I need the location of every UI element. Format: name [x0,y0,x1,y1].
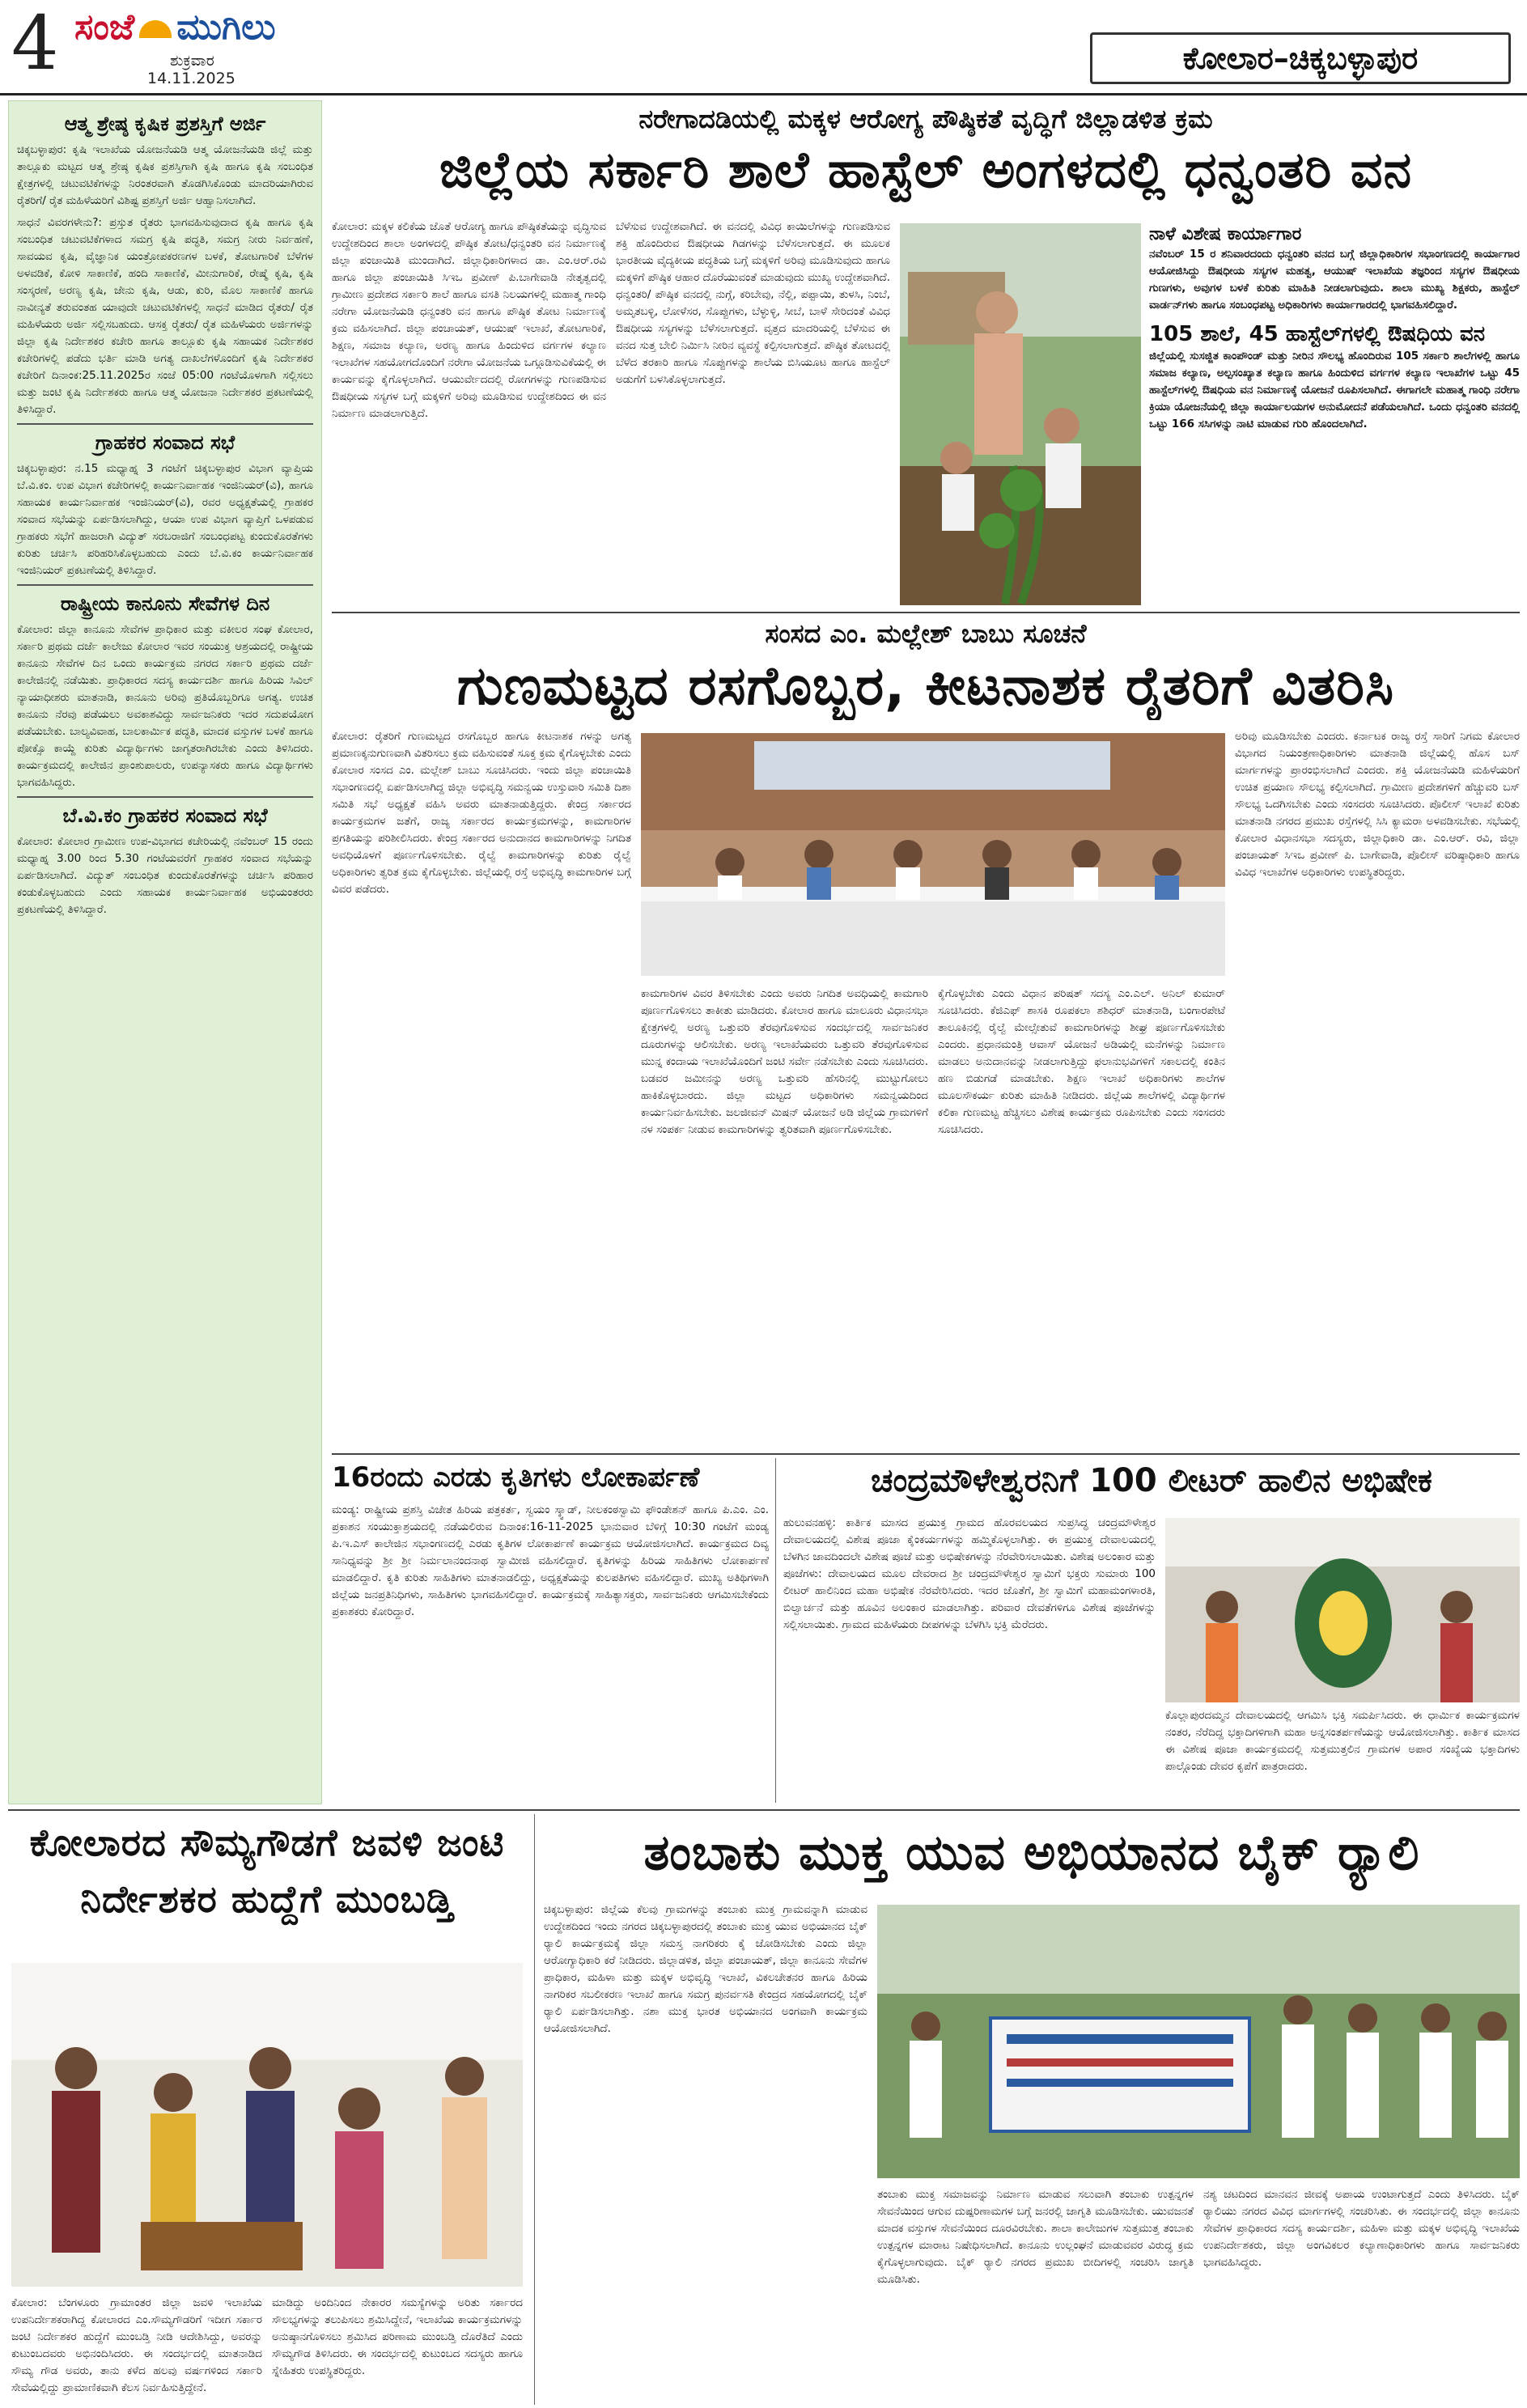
divider [332,1453,1520,1455]
story2-headline: ಗುಣಮಟ್ಟದ ರಸಗೊಬ್ಬರ, ಕೀಟನಾಶಕ ರೈತರಿಗೆ ವಿತರಿಸಿ [456,655,1395,717]
story4-headline: ಚಂದ್ರಮೌಳೇಶ್ವರನಿಗೆ 100 ಲೀಟರ್ ಹಾಲಿನ ಅಭಿಷೇಕ [871,1462,1432,1499]
brand-part1: ಸಂಜೆ [74,6,135,48]
story6-col3: ನಶ್ಯ ಚಟದಿಂದ ಮಾನವನ ಜೀವಕ್ಕೆ ಅಪಾಯ ಉಂಟಾಗುತ್ತದೆ ಎಂದು ತಿಳಿಸಿದರು. ಬೈಕ್ ರ‍್ಯಾಲಿಯು ನಗರದ ವಿವಿಧ ಮಾರ್ಗಗಳಲ್ಲಿ ಸಂಚರಿಸಿತು. ಈ ಸಂದರ್ಭದಲ್ಲಿ ಜಿಲ್ಲಾ ಕಾನೂನು ಸೇವೆಗಳ ಪ್ರಾಧಿಕಾರದ ಸದಸ್ಯ ಕಾರ್ಯದರ್ಶಿ, ಮಹಿಳಾ ಮತ್ತು ಮಕ್ಕಳ ಅಭಿವೃದ್ಧಿ ಇಲಾಖೆಯ ಉಪನಿರ್ದೇಶಕರು, ಜಿಲ್ಲಾ ಅಂಗವಿಕಲರ ಕಲ್ಯಾಣಾಧಿಕಾರಿಗಳು ಹಾಗೂ ಸಾರ್ವಜನಿಕರು ಭಾಗವಹಿಸಿದ್ದರು. [1203,2188,1520,2269]
divider [332,612,1520,613]
workshop-subhead: ನಾಳೆ ವಿಶೇಷ ಕಾರ್ಯಾಗಾರ [1149,224,1302,244]
story4-col2-block [1165,1707,1520,1803]
publication-date: 14.11.2025 [147,70,235,87]
section-name: ಕೋಲಾರ–ಚಿಕ್ಕಬಳ್ಳಾಪುರ [1090,32,1511,84]
story5-header [8,1814,526,1960]
story1-col2: ಬೆಳೆಸುವ ಉದ್ದೇಶವಾಗಿದೆ. ಈ ವನದಲ್ಲಿ ವಿವಿಧ ಕಾಯಿಲೆಗಳನ್ನು ಗುಣಪಡಿಸುವ ಶಕ್ತಿ ಹೊಂದಿರುವ ಔಷಧೀಯ ಗಿಡಗಳನ್ನು ಬೆಳೆಸಲಾಗುತ್ತದೆ. ಈ ಮೂಲಕ ಭಾರತೀಯ ವೈದ್ಯಕೀಯ ಪದ್ಧತಿಯ ಬಗ್ಗೆ ಮಕ್ಕಳಿಗೆ ಅರಿವು ಮೂಡಿಸುವುದು ಹಾಗೂ ಮಕ್ಕಳಿಗೆ ಪೌಷ್ಠಿಕ ಆಹಾರ ದೊರೆಯುವಂತೆ ಮಾಡುವುದು ಮುಖ್ಯ ಉದ್ದೇಶವಾಗಿದೆ. ಧನ್ವಂತರಿ/ ಪೌಷ್ಠಿಕ ವನದಲ್ಲಿ ನುಗ್ಗೆ, ಕರಿಬೇವು, ನೆಲ್ಲಿ, ಪಪ್ಪಾಯಿ, ತುಳಸಿ, ನಿಂಬೆ, ಅಮೃತಬಳ್ಳಿ, ಲೋಳೆಸರ, ಸೊಪ್ಪುಗಳು, ಬೆಳ್ಳುಳ್ಳಿ, ಸೀಬೆ, ಬಾಳೆ ಸೇರಿದಂತೆ ವಿವಿಧ ಔಷಧೀಯ ಸಸ್ಯಗಳನ್ನು ಬೆಳೆಸಲಾಗುತ್ತದೆ. ವೃತ್ತದ ಮಾದರಿಯಲ್ಲಿ ಬೆಳೆಸುವ ಈ ವನದ ಸುತ್ತ ಬೇಲಿ ನಿರ್ಮಿಸಿ ನೀರಿನ ವ್ಯವಸ್ಥೆ ಕಲ್ಪಿಸಲಾಗುತ್ತದೆ. ಪೌಷ್ಠಿಕ ತೋಟದಲ್ಲಿ ಬೆಳೆದ ತರಕಾರಿ ಹಾಗೂ ಸೊಪ್ಪುಗಳನ್ನು ಶಾಲೆಯ ಬಿಸಿಯೂಟ ಹಾಗೂ ಹಾಸ್ಟೆಲ್ ಅಡುಗೆಗೆ ಬಳಸಿಕೊಳ್ಳಲಾಗುತ್ತದೆ. [616,220,890,386]
brand-part2: ಮುಗಿಲು [176,6,276,48]
story2-col4-block [1235,728,1520,1448]
story6-header [544,1814,1520,1895]
story2-col3: ಕೈಗೊಳ್ಳಬೇಕು ಎಂದು ವಿಧಾನ ಪರಿಷತ್ ಸದಸ್ಯ ಎಂ.ಎಲ್. ಅನಿಲ್ ಕುಮಾರ್ ಸೂಚಿಸಿದರು. ಕೆಜಿಎಫ್ ಶಾಸಕಿ ರೂಪಕಲಾ ಶಶಿಧರ್ ಮಾತನಾಡಿ, ಬಂಗಾರಪೇಟೆ ತಾಲೂಕಿನಲ್ಲಿ ರೈಲ್ವೆ ಮೇಲ್ಸೇತುವೆ ಕಾಮಗಾರಿಗಳನ್ನು ಶೀಘ್ರ ಪೂರ್ಣಗೊಳಿಸಬೇಕು ಎಂದರು. ಪ್ರಧಾನಮಂತ್ರಿ ಆವಾಸ್ ಯೋಜನೆ ಅಡಿಯಲ್ಲಿ ಮನೆಗಳನ್ನು ನಿರ್ಮಾಣ ಮಾಡಲು ಅನುದಾನವನ್ನು ನೀಡಲಾಗುತ್ತಿದ್ದು ಫಲಾನುಭವಿಗಳಿಗೆ ಸಕಾಲದಲ್ಲಿ ಕಂತಿನ ಹಣ ಬಿಡುಗಡೆ ಮಾಡಬೇಕು. ಶಿಕ್ಷಣ ಇಲಾಖೆ ಅಧಿಕಾರಿಗಳು ಶಾಲೆಗಳ ಮೂಲಸೌಕರ್ಯ ಕುರಿತು ಮಾಹಿತಿ ನೀಡಿದರು. ಜಿಲ್ಲೆಯ ಶಾಲೆಗಳಲ್ಲಿ ವಿದ್ಯಾರ್ಥಿಗಳ ಕಲಿಕಾ ಗುಣಮಟ್ಟ ಹೆಚ್ಚಿಸಲು ವಿಶೇಷ ಕಾರ್ಯಕ್ರಮ ರೂಪಿಸಬೇಕು ಎಂದು ಸಂಸದರು ಸೂಚಿಸಿದರು. [938,987,1225,1136]
story1-sidebox [1149,223,1520,605]
story5-col2: ಮಾಡಿದ್ದು ಅಂದಿನಿಂದ ನೇಕಾರರ ಸಮಸ್ಯೆಗಳನ್ನು ಅರಿತು ಸರ್ಕಾರದ ಸೌಲಭ್ಯಗಳನ್ನು ತಲುಪಿಸಲು ಶ್ರಮಿಸಿದ್ದೇನೆ, ಇಲಾಖೆಯ ಕಾರ್ಯಕ್ರಮಗಳನ್ನು ಅನುಷ್ಠಾನಗೊಳಿಸಲು ಶ್ರಮಿಸಿದ ಪರಿಣಾಮ ಮುಂಬಡ್ತಿ ದೊರೆತಿದೆ ಎಂದು ಸೌಮ್ಯಗೌಡ ತಿಳಿಸಿದರು. ಈ ಸಂದರ್ಭದಲ್ಲಿ ಕುಟುಂಬದ ಸದಸ್ಯರು ಹಾಗೂ ಸ್ನೇಹಿತರು ಉಪಸ್ಥಿತರಿದ್ದರು. [272,2296,523,2377]
story2-col4: ಅರಿವು ಮೂಡಿಸಬೇಕು ಎಂದರು. ಕರ್ನಾಟಕ ರಾಜ್ಯ ರಸ್ತೆ ಸಾರಿಗೆ ನಿಗಮ ಕೋಲಾರ ವಿಭಾಗದ ನಿಯಂತ್ರಣಾಧಿಕಾರಿಗಳು ಮಾತನಾಡಿ ಜಿಲ್ಲೆಯಲ್ಲಿ ಹೊಸ ಬಸ್ ಮಾರ್ಗಗಳನ್ನು ಪ್ರಾರಂಭಿಸಲಾಗಿದೆ ಎಂದರು. ಶಕ್ತಿ ಯೋಜನೆಯಡಿ ಮಹಿಳೆಯರಿಗೆ ಉಚಿತ ಪ್ರಯಾಣ ಸೌಲಭ್ಯ ಕಲ್ಪಿಸಲಾಗಿದೆ. ಗ್ರಾಮೀಣ ಪ್ರದೇಶಗಳಿಗೆ ಹೆಚ್ಚುವರಿ ಬಸ್ ಸೌಲಭ್ಯ ಒದಗಿಸಬೇಕು ಎಂದು ಸಂಸದರು ಸೂಚಿಸಿದರು. ಪೊಲೀಸ್ ಇಲಾಖೆ ಕುರಿತು ಮಾತನಾಡಿ ನಗರದ ಪ್ರಮುಖ ರಸ್ತೆಗಳಲ್ಲಿ ಸಿಸಿ ಕ್ಯಾಮರಾ ಅಳವಡಿಸಬೇಕು. ಸಭೆಯಲ್ಲಿ ಕೋಲಾರ ವಿಧಾನಸಭಾ ಸದಸ್ಯರು, ಜಿಲ್ಲಾಧಿಕಾರಿ ಡಾ. ಎಂ.ಆರ್. ರವಿ, ಜಿಲ್ಲಾ ಪಂಚಾಯತ್ ಸಿಇಒ ಪ್ರವೀಣ್ ಪಿ. ಬಾಗೇವಾಡಿ, ಪೊಲೀಸ್ ವರಿಷ್ಠಾಧಿಕಾರಿ ಹಾಗೂ ವಿವಿಧ ಇಲಾಖೆಗಳ ಅಧಿಕಾರಿಗಳು ಉಪಸ್ಥಿತರಿದ್ದರು. [1235,730,1520,879]
sidebar-headline: ಆತ್ಮ ಶ್ರೇಷ್ಠ ಕೃಷಿಕ ಪ್ರಶಸ್ತಿಗೆ ಅರ್ಜಿ [64,112,266,135]
story2-kicker: ಸಂಸದ ಎಂ. ಮಲ್ಲೇಶ್ ಬಾಬು ಸೂಚನೆ [765,618,1087,649]
divider [534,1814,535,2405]
schools-body: ಜಿಲ್ಲೆಯಲ್ಲಿ ಸುಸಜ್ಜಿತ ಕಾಂಪೌಂಡ್ ಮತ್ತು ನೀರಿನ ಸೌಲಭ್ಯ ಹೊಂದಿರುವ 105 ಸರ್ಕಾರಿ ಶಾಲೆಗಳಲ್ಲಿ ಹಾಗೂ ಸಮಾಜ ಕಲ್ಯಾಣ, ಅಲ್ಪಸಂಖ್ಯಾತ ಕಲ್ಯಾಣ ಹಾಗೂ ಹಿಂದುಳಿದ ವರ್ಗಗಳ ಕಲ್ಯಾಣ ಇಲಾಖೆಗಳ ಒಟ್ಟು 45 ಹಾಸ್ಟೆಲ್‌ಗಳಲ್ಲಿ ಔಷಧಿಯ ವನ ನಿರ್ಮಾಣಕ್ಕೆ ಯೋಜನೆ ರೂಪಿಸಲಾಗಿದೆ. ಈಗಾಗಲೇ ಮಹಾತ್ಮ ಗಾಂಧಿ ನರೇಗಾ ಕ್ರಿಯಾ ಯೋಜನೆಯಲ್ಲಿ ಜಿಲ್ಲಾ ಕಾರ್ಯಾಲಯಗಳ ಅನುಮೋದನೆ ಪಡೆಯಲಾಗಿದೆ. ಒಂದು ಧನ್ವಂತರಿ ವನದಲ್ಲಿ ಒಟ್ಟು 166 ಸಸಿಗಳನ್ನು ನಾಟಿ ಮಾಡುವ ಗುರಿ ಹೊಂದಲಾಗಿದೆ. [1149,350,1520,430]
sun-icon [139,20,172,38]
sidebar-headline: ಬೆ.ವಿ.ಕಂ ಗ್ರಾಹಕರ ಸಂವಾದ ಸಭೆ [62,804,268,827]
masthead [0,0,1527,95]
story1-headline: ಜಿಲ್ಲೆಯ ಸರ್ಕಾರಿ ಶಾಲೆ ಹಾಸ್ಟೆಲ್ ಅಂಗಳದಲ್ಲಿ ಧನ್ವಂತರಿ ವನ [439,140,1413,199]
sidebar-headline: ರಾಷ್ಟ್ರೀಯ ಕಾನೂನು ಸೇವೆಗಳ ದಿನ [60,592,270,615]
sidebar-body: ಕೋಲಾರ: ಜಿಲ್ಲಾ ಕಾನೂನು ಸೇವೆಗಳ ಪ್ರಾಧಿಕಾರ ಮತ್ತು ವಕೀಲರ ಸಂಘ ಕೋಲಾರ, ಸರ್ಕಾರಿ ಪ್ರಥಮ ದರ್ಜೆ ಕಾಲೇಜು ಕೋಲಾರ ಇವರ ಸಂಯುಕ್ತ ಆಶ್ರಯದಲ್ಲಿ ರಾಷ್ಟ್ರೀಯ ಕಾನೂನು ಸೇವೆಗಳ ದಿನ ಒಂದು ಕಾರ್ಯಕ್ರಮ ನಗರದ ಸರ್ಕಾರಿ ಪ್ರಥಮ ದರ್ಜೆ ಕಾಲೇಜಿನಲ್ಲಿ ನಡೆಯಿತು. ಪ್ರಾಧಿಕಾರದ ಸದಸ್ಯ ಕಾರ್ಯದರ್ಶಿ ಹಾಗೂ ಹಿರಿಯ ಸಿವಿಲ್ ನ್ಯಾಯಾಧೀಶರು ಮಾತನಾಡಿ, ಕಾನೂನು ಅರಿವು ಪ್ರತಿಯೊಬ್ಬರಿಗೂ ಅಗತ್ಯ. ಉಚಿತ ಕಾನೂನು ನೆರವು ಪಡೆಯಲು ಅವಕಾಶವಿದ್ದು ಸಾರ್ವಜನಿಕರು ಇದರ ಸದುಪಯೋಗ ಪಡೆಯಬೇಕು. ಬಾಲ್ಯವಿವಾಹ, ಬಾಲಕಾರ್ಮಿಕ ಪದ್ಧತಿ, ಮಾದಕ ವಸ್ತುಗಳ ಬಳಕೆ ಹಾಗೂ ಪೋಕ್ಸೊ ಕಾಯ್ದೆ ಕುರಿತು ವಿದ್ಯಾರ್ಥಿಗಳು ಜಾಗೃತರಾಗಿರಬೇಕು ಎಂದು ತಿಳಿಸಿದರು. ಕಾರ್ಯಕ್ರಮದಲ್ಲಿ ಕಾಲೇಜಿನ ಪ್ರಾಂಶುಪಾಲರು, ಉಪನ್ಯಾಸಕರು ಹಾಗೂ ವಿದ್ಯಾರ್ಥಿಗಳು ಭಾಗವಹಿಸಿದ್ದರು. [17,623,313,789]
story6-cols-block [877,2186,1520,2405]
story3-body: ಮಂಡ್ಯ: ರಾಷ್ಟ್ರೀಯ ಪ್ರಶಸ್ತಿ ವಿಜೇತ ಹಿರಿಯ ಪತ್ರಕರ್ತ, ಸ್ವಯಂ ಸ್ಕ್ವಾಡ್, ನೀಲಕಂಠಸ್ವಾಮಿ ಫೌಂಡೇಶನ್ ಹಾಗೂ ಪಿ.ಎಂ. ಎಂ. ಪ್ರಕಾಶನ ಸಂಯುಕ್ತಾಶ್ರಯದಲ್ಲಿ ನಡೆಯಲಿರುವ ದಿನಾಂಕ:16-11-2025 ಭಾನುವಾರ ಬೆಳಿಗ್ಗೆ 10:30 ಗಂಟೆಗೆ ಮಂಡ್ಯ ಪಿ.ಇ.ಎಸ್ ಕಾಲೇಜಿನ ಸಭಾಂಗಣದಲ್ಲಿ ಎರಡು ಕೃತಿಗಳ ಲೋಕಾರ್ಪಣೆ ಕಾರ್ಯಕ್ರಮ ಆಯೋಜಿಸಲಾಗಿದೆ. ಕಾರ್ಯಕ್ರಮದ ದಿವ್ಯ ಸಾನಿಧ್ಯವನ್ನು ಶ್ರೀ ಶ್ರೀ ನಿರ್ಮಲಾನಂದನಾಥ ಸ್ವಾಮೀಜಿ ವಹಿಸಲಿದ್ದಾರೆ. ಕೃತಿಗಳನ್ನು ಹಿರಿಯ ಸಾಹಿತಿಗಳು ಲೋಕಾರ್ಪಣೆ ಮಾಡಲಿದ್ದಾರೆ. ಕೃತಿ ಕುರಿತು ಸಾಹಿತಿಗಳು ಮಾತನಾಡಲಿದ್ದು, ಅಧ್ಯಕ್ಷತೆಯನ್ನು ಕುಲಪತಿಗಳು ವಹಿಸಲಿದ್ದಾರೆ. ಮುಖ್ಯ ಅತಿಥಿಗಳಾಗಿ ಜಿಲ್ಲೆಯ ಜನಪ್ರತಿನಿಧಿಗಳು, ಸಾಹಿತಿಗಳು ಭಾಗವಹಿಸಲಿದ್ದಾರೆ. ಕಾರ್ಯಕ್ರಮಕ್ಕೆ ಸಾಹಿತ್ಯಾಸಕ್ತರು, ಸಾರ್ವಜನಿಕರು ಆಗಮಿಸಬೇಕೆಂದು ಪ್ರಕಾಶಕರು ಕೋರಿದ್ದಾರೆ. [332,1503,769,1618]
felicitation-photo [11,1963,523,2287]
newspaper-logo [74,6,276,48]
workshop-body: ನವೆಂಬರ್ 15 ರ ಶನಿವಾರದಂದು ಧನ್ವಂತರಿ ವನದ ಬಗ್ಗೆ ಜಿಲ್ಲಾಧಿಕಾರಿಗಳ ಸಭಾಂಗಣದಲ್ಲಿ ಕಾರ್ಯಾಗಾರ ಆಯೋಜಿಸಿದ್ದು ಔಷಧೀಯ ಸಸ್ಯಗಳ ಮಹತ್ವ, ಆಯುಷ್ ಇಲಾಖೆಯ ತಜ್ಞರಿಂದ ಸಸ್ಯಗಳ ಔಷಧೀಯ ಗುಣಗಳು, ಅವುಗಳ ಬಳಕೆ ಕುರಿತು ಮಾಹಿತಿ ನೀಡಲಾಗುವುದು. ಶಾಲಾ ಮುಖ್ಯ ಶಿಕ್ಷಕರು, ಹಾಸ್ಟೆಲ್ ವಾರ್ಡನ್‌ಗಳು ಹಾಗೂ ಸಂಬಂಧಪಟ್ಟ ಅಧಿಕಾರಿಗಳು ಕಾರ್ಯಾಗಾರದಲ್ಲಿ ಭಾಗವಹಿಸಲಿದ್ದಾರೆ. [1149,248,1520,312]
story5-body [11,2295,523,2405]
sidebar-headline: ಗ್ರಾಹಕರ ಸಂವಾದ ಸಭೆ [95,431,235,454]
divider [8,1809,1520,1811]
story2-col1-block [332,728,631,1448]
sidebar-body: ಸಾಧನೆ ವಿವರಗಳೇನು?: ಪ್ರಸ್ತುತ ರೈತರು ಭಾಗವಹಿಸುವುದಾದ ಕೃಷಿ ಹಾಗೂ ಕೃಷಿ ಸಂಬಂಧಿತ ಚಟುವಟಿಕೆಗಳಾದ ಸಮಗ್ರ ಕೃಷಿ ಪದ್ಧತಿ, ಸಮಗ್ರ ನೀರು ನಿರ್ವಹಣೆ, ಸಾವಯವ ಕೃಷಿ, ವೈಜ್ಞಾನಿಕ ಯಂತ್ರೋಪಕರಣಗಳ ಬಳಕೆ, ತೋಟಗಾರಿಕೆ ಬೆಳೆಗಳ ಅಳವಡಿಕೆ, ಕೋಳಿ ಸಾಕಾಣಿಕೆ, ಹಂದಿ ಸಾಕಾಣಿಕೆ, ಮೀನುಗಾರಿಕೆ, ರೇಷ್ಮೆ ಕೃಷಿ, ಕೃಷಿ ಸಂಸ್ಕರಣೆ, ಅರಣ್ಯ ಕೃಷಿ, ಜೇನು ಕೃಷಿ, ಆಡು, ಕುರಿ, ಮೊಲ ಸಾಕಾಣಿಕೆ ಹಾಗೂ ನಾವೀನ್ಯತೆ ತರುವಂತಹ ಯಾವುದೇ ಚಟುವಟಿಕೆಗಳಲ್ಲಿ ಸಾಧನೆ ಮಾಡಿದ ರೈತರು/ ರೈತ ಮಹಿಳೆಯರು ಅರ್ಜಿ ಸಲ್ಲಿಸಬಹುದು. ಆಸಕ್ತ ರೈತರು/ ರೈತ ಮಹಿಳೆಯರು ಅರ್ಜಿಗಳನ್ನು ಜಿಲ್ಲಾ ಕೃಷಿ ನಿರ್ದೇಶಕರ ಕಚೇರಿ ಹಾಗೂ ತಾಲ್ಲೂಕು ಕೃಷಿ ಸಹಾಯಕ ನಿರ್ದೇಶಕರ ಕಚೇರಿಗಳಲ್ಲಿ ಪಡೆದು ಭರ್ತಿ ಮಾಡಿ ಅಗತ್ಯ ದಾಖಲೆಗಳೊಂದಿಗೆ ಕೃಷಿ ನಿರ್ದೇಶಕರ ಕಚೇರಿಗೆ ದಿನಾಂಕ:25.11.2025ರ ಸಂಜೆ 05:00 ಗಂಟೆಯೊಳಗಾಗಿ ಸಲ್ಲಿಸಲು ಮತ್ತು ಜಂಟಿ ಕೃಷಿ ನಿರ್ದೇಶಕರು ಹಾಗೂ ಆತ್ಮ ಯೋಜನಾ ನಿರ್ದೇಶಕರ ಪ್ರಕಟಣೆಯಲ್ಲಿ ತಿಳಿಸಿದ್ದಾರೆ. [17,216,313,416]
page-number: 4 [11,0,59,87]
story2-col2: ಕಾಮಗಾರಿಗಳ ವಿವರ ತಿಳಿಸಬೇಕು ಎಂದು ಅವರು ನಿಗದಿತ ಅವಧಿಯಲ್ಲಿ ಕಾಮಗಾರಿ ಪೂರ್ಣಗೊಳಿಸಲು ತಾಕೀತು ಮಾಡಿದರು. ಕೋಲಾರ ಹಾಗೂ ಮಾಲೂರು ವಿಧಾನಸಭಾ ಕ್ಷೇತ್ರಗಳಲ್ಲಿ ಅರಣ್ಯ ಒತ್ತುವರಿ ತೆರವುಗೊಳಿಸುವ ಸಂದರ್ಭದಲ್ಲಿ ಸಾರ್ವಜನಿಕರ ದೂರುಗಳನ್ನು ಆಲಿಸಬೇಕು. ಅರಣ್ಯ ಇಲಾಖೆಯವರು ಒತ್ತುವರಿ ತೆರವುಗೊಳಿಸುವ ಮುನ್ನ ಕಂದಾಯ ಇಲಾಖೆಯೊಂದಿಗೆ ಜಂಟಿ ಸರ್ವೇ ನಡೆಸಬೇಕು ಎಂದು ಸೂಚಿಸಿದರು. ಬಡವರ ಜಮೀನನ್ನು ಅರಣ್ಯ ಒತ್ತುವರಿ ಹೆಸರಿನಲ್ಲಿ ಮುಟ್ಟುಗೋಲು ಹಾಕಿಕೊಳ್ಳಬಾರದು. ಜಿಲ್ಲಾ ಮಟ್ಟದ ಅಧಿಕಾರಿಗಳು ಸಮನ್ವಯದಿಂದ ಕಾರ್ಯನಿರ್ವಹಿಸಬೇಕು. ಜಲಜೀವನ್ ಮಿಷನ್ ಯೋಜನೆ ಅಡಿ ಜಿಲ್ಲೆಯ ಗ್ರಾಮಗಳಿಗೆ ನಳ ಸಂಪರ್ಕ ನೀಡುವ ಕಾಮಗಾರಿಗಳನ್ನು ತ್ವರಿತವಾಗಿ ಪೂರ್ಣಗೊಳಿಸಬೇಕು. [641,987,928,1136]
story2-col1: ಕೋಲಾರ: ರೈತರಿಗೆ ಗುಣಮಟ್ಟದ ರಸಗೊಬ್ಬರ ಹಾಗೂ ಕೀಟನಾಶಕ ಗಳನ್ನು ಅಗತ್ಯ ಪ್ರಮಾಣಕ್ಕನುಗುಣವಾಗಿ ವಿತರಿಸಲು ಕ್ರಮ ವಹಿಸುವಂತೆ ಸೂಕ್ತ ಕ್ರಮ ಕೈಗೊಳ್ಳಬೇಕು ಎಂದು ಕೋಲಾರ ಸಂಸದ ಎಂ. ಮಲ್ಲೇಶ್ ಬಾಬು ಸೂಚಿಸಿದರು. ಇಂದು ಜಿಲ್ಲಾ ಪಂಚಾಯಿತಿ ಸಭಾಂಗಣದಲ್ಲಿ ಏರ್ಪಡಿಸಲಾಗಿದ್ದ ಜಿಲ್ಲಾ ಅಭಿವೃದ್ಧಿ ಸಮನ್ವಯ ಉಸ್ತುವಾರಿ ಸಮಿತಿ ದಿಶಾ ಸಮಿತಿ ಸಭೆ ಅಧ್ಯಕ್ಷತೆ ವಹಿಸಿ ಅವರು ಮಾತನಾಡುತ್ತಿದ್ದರು. ಕೇಂದ್ರ ಸರ್ಕಾರದ ಕಾರ್ಯಕ್ರಮಗಳ ಜತೆಗೆ, ರಾಜ್ಯ ಸರ್ಕಾರದ ಕಾರ್ಯಕ್ರಮಗಳನ್ನು, ಕಾಮಗಾರಿಗಳ ಪ್ರಗತಿಯನ್ನು ಪರಿಶೀಲಿಸಿದರು. ಕೇಂದ್ರ ಸರ್ಕಾರದ ಅನುದಾನದ ಕಾಮಗಾರಿಗಳನ್ನು ನಿಗದಿತ ಅವಧಿಯೊಳಗೆ ಪೂರ್ಣಗೊಳಿಸಬೇಕು. ರೈಲ್ವೆ ಕಾಮಗಾರಿಗಳನ್ನು ಕುರಿತು ರೈಲ್ವೆ ಅಧಿಕಾರಿಗಳು ತ್ವರಿತ ಕ್ರಮ ಕೈಗೊಳ್ಳಬೇಕು. ಜಿಲ್ಲೆಯಲ್ಲಿ ರಸ್ತೆ ಅಭಿವೃದ್ಧಿ ಕಾಮಗಾರಿಗಳ ಬಗ್ಗೆ ವಿವರ ಪಡೆದರು. [332,730,631,896]
story6-col1-block [544,1901,867,2405]
story1-col1: ಕೋಲಾರ: ಮಕ್ಕಳ ಕಲಿಕೆಯ ಜೊತೆ ಆರೋಗ್ಯ ಹಾಗೂ ಪೌಷ್ಠಿಕತೆಯನ್ನು ವೃದ್ಧಿಸುವ ಉದ್ದೇಶದಿಂದ ಶಾಲಾ ಅಂಗಳದಲ್ಲಿ ಪೌಷ್ಠಿಕ ತೋಟ/ಧನ್ವಂತರಿ ವನ ನಿರ್ಮಾಣಕ್ಕೆ ಜಿಲ್ಲಾ ಪಂಚಾಯಿತಿ ಮುಂದಾಗಿದೆ. ಜಿಲ್ಲಾಧಿಕಾರಿಗಳಾದ ಡಾ. ಎಂ.ಆರ್.ರವಿ ಹಾಗೂ ಜಿಲ್ಲಾ ಪಂಚಾಯಿತಿ ಸಿಇಒ ಪ್ರವೀಣ್ ಪಿ.ಬಾಗೇವಾಡಿ ನೇತೃತ್ವದಲ್ಲಿ ಗ್ರಾಮೀಣ ಪ್ರದೇಶದ ಸರ್ಕಾರಿ ಶಾಲೆ ಹಾಗೂ ವಸತಿ ನಿಲಯಗಳಲ್ಲಿ ಮಹಾತ್ಮ ಗಾಂಧಿ ನರೇಗಾ ಯೋಜನೆಯಡಿ ಧನ್ವಂತರಿ ವನ ಹಾಗೂ ಪೌಷ್ಠಿಕ ತೋಟ ನಿರ್ಮಾಣಕ್ಕೆ ಕ್ರಮ ವಹಿಸಲಾಗಿದೆ. ಜಿಲ್ಲಾ ಪಂಚಾಯತ್, ಆಯುಷ್ ಇಲಾಖೆ, ತೋಟಗಾರಿಕೆ, ಶಿಕ್ಷಣ, ಸಮಾಜ ಕಲ್ಯಾಣ, ಅರಣ್ಯ ಹಾಗೂ ಹಿಂದುಳಿದ ವರ್ಗಗಳ ಕಲ್ಯಾಣ ಇಲಾಖೆಗಳ ಸಹಯೋಗದೊಂದಿಗೆ ನರೇಗಾ ಯೋಜನೆಯ ಒಗ್ಗೂಡಿಸುವಿಕೆಯಲ್ಲಿ ಈ ಕಾರ್ಯವನ್ನು ಕೈಗೊಳ್ಳಲಾಗಿದೆ. ಆಯುರ್ವೇದದಲ್ಲಿ ರೋಗಗಳನ್ನು ಗುಣಪಡಿಸುವ ಔಷಧೀಯ ಸಸ್ಯಗಳ ಬಗ್ಗೆ ಮಕ್ಕಳಿಗೆ ಅರಿವು ಮೂಡಿಸುವ ಉದ್ದೇಶದಿಂದ ಈ ವನ ನಿರ್ಮಾಣ ಮಾಡಲಾಗುತ್ತಿದೆ. [332,220,606,420]
story1-body [332,218,890,607]
story2-cols-block [641,986,1225,1447]
story3-headline: 16ರಂದು ಎರಡು ಕೃತಿಗಳು ಲೋಕಾರ್ಪಣೆ [332,1461,700,1494]
story6-col2: ತಂಬಾಕು ಮುಕ್ತ ಸಮಾಜವನ್ನು ನಿರ್ಮಾಣ ಮಾಡುವ ಸಲುವಾಗಿ ತಂಬಾಕು ಉತ್ಪನ್ನಗಳ ಸೇವನೆಯಿಂದ ಆಗುವ ದುಷ್ಪರಿಣಾಮಗಳ ಬಗ್ಗೆ ಜನರಲ್ಲಿ ಜಾಗೃತಿ ಮೂಡಿಸಬೇಕು. ಯುವಜನತೆ ಮಾದಕ ವಸ್ತುಗಳ ಸೇವನೆಯಿಂದ ದೂರವಿರಬೇಕು. ಶಾಲಾ ಕಾಲೇಜುಗಳ ಸುತ್ತಮುತ್ತ ತಂಬಾಕು ಉತ್ಪನ್ನಗಳ ಮಾರಾಟ ನಿಷೇಧಿಸಲಾಗಿದೆ. ಕಾನೂನು ಉಲ್ಲಂಘನೆ ಮಾಡುವವರ ವಿರುದ್ಧ ಕ್ರಮ ಕೈಗೊಳ್ಳಲಾಗುವುದು. ಬೈಕ್ ರ‍್ಯಾಲಿ ನಗರದ ಪ್ರಮುಖ ಬೀದಿಗಳಲ್ಲಿ ಸಂಚರಿಸಿ ಜಾಗೃತಿ ಮೂಡಿಸಿತು. [877,2188,1194,2286]
left-sidebar-news [8,100,322,1804]
temple-photo [1165,1518,1520,1702]
rally-photo [877,1905,1520,2178]
sidebar-body: ಕೋಲಾರ: ಕೋಲಾರ ಗ್ರಾಮೀಣ ಉಪ-ವಿಭಾಗದ ಕಚೇರಿಯಲ್ಲಿ ನವೆಂಬರ್ 15 ರಂದು ಮಧ್ಯಾಹ್ನ 3.00 ರಿಂದ 5.30 ಗಂಟೆಯವರೆಗೆ ಗ್ರಾಹಕರ ಸಂವಾದ ಸಭೆಯನ್ನು ಏರ್ಪಡಿಸಲಾಗಿದೆ. ವಿದ್ಯುತ್ ಸಂಬಂಧಿತ ಕುಂದುಕೊರತೆಗಳನ್ನು ಚರ್ಚಿಸಿ ಪರಿಹಾರ ಕಂಡುಕೊಳ್ಳಬಹುದು ಎಂದು ಸಹಾಯಕ ಕಾರ್ಯನಿರ್ವಾಹಕ ಅಭಿಯಂತರರು ಪ್ರಕಟಣೆಯಲ್ಲಿ ತಿಳಿಸಿದ್ದಾರೆ. [17,835,313,916]
sidebar-body: ಚಿಕ್ಕಬಳ್ಳಾಪುರ: ಕೃಷಿ ಇಲಾಖೆಯ ಯೋಜನೆಯಡಿ ಆತ್ಮ ಯೋಜನೆಯಡಿ ಜಿಲ್ಲೆ ಮತ್ತು ತಾಲ್ಲೂಕು ಮಟ್ಟದ ಆತ್ಮ ಶ್ರೇಷ್ಠ ಕೃಷಿಕ ಪ್ರಶಸ್ತಿಗಾಗಿ ಕೃಷಿ ಹಾಗೂ ಕೃಷಿ ಸಂಬಂಧಿತ ಕ್ಷೇತ್ರಗಳಲ್ಲಿ ಚಟುವಟಿಕೆಗಳನ್ನು ನಿರಂತರವಾಗಿ ತೊಡಗಿಸಿಕೊಂಡು ಮಾದರಿಯಾಗಿರುವ ರೈತರಿಗೆ/ ರೈತ ಮಹಿಳೆಯರಿಗೆ ವಿಶಿಷ್ಟ ಪ್ರಶಸ್ತಿಗೆ ಅರ್ಜಿ ಆಹ್ವಾನಿಸಲಾಗಿದೆ. [17,143,313,207]
story6-headline: ತಂಬಾಕು ಮುಕ್ತ ಯುವ ಅಭಿಯಾನದ ಬೈಕ್ ರ‍್ಯಾಲಿ [643,1825,1420,1881]
story4-col1-block [783,1515,1156,1803]
story4-col1: ಹುಲುವನಹಳ್ಳಿ: ಕಾರ್ತಿಕ ಮಾಸದ ಪ್ರಯುಕ್ತ ಗ್ರಾಮದ ಹೊರವಲಯದ ಸುಪ್ರಸಿದ್ಧ ಚಂದ್ರಮೌಳೇಶ್ವರ ದೇವಾಲಯದಲ್ಲಿ ವಿಶೇಷ ಪೂಜಾ ಕೈಂಕರ್ಯಗಳನ್ನು ಹಮ್ಮಿಕೊಳ್ಳಲಾಗಿತ್ತು. ಈ ಪ್ರಯುಕ್ತ ದೇವಾಲಯದಲ್ಲಿ ಬೆಳಗಿನ ಜಾವದಿಂದಲೇ ವಿಶೇಷ ಪೂಜೆ ಮತ್ತು ಅಭಿಷೇಕಗಳನ್ನು ನೆರವೇರಿಸಲಾಯಿತು. ವಿಶೇಷ ಅಲಂಕಾರ ಮತ್ತು ಪೂಜೆಗಳು: ದೇವಾಲಯದ ಮೂಲ ದೇವರಾದ ಶ್ರೀ ಚಂದ್ರಮೌಳೇಶ್ವರ ಸ್ವಾಮಿಗೆ ಭಕ್ತರು ಸುಮಾರು 100 ಲೀಟರ್ ಹಾಲಿನಿಂದ ಮಹಾ ಅಭಿಷೇಕ ನೆರವೇರಿಸಿದರು. ಇದರ ಜೊತೆಗೆ, ಶ್ರೀ ಸ್ವಾಮಿಗೆ ಮಹಾಮಂಗಳಾರತಿ, ಬಿಲ್ವಾರ್ಚನೆ ಮತ್ತು ಹೂವಿನ ಅಲಂಕಾರ ಮಾಡಲಾಗಿತ್ತು. ಪರಿವಾರ ದೇವತೆಗಳಿಗೂ ವಿಶೇಷ ಪೂಜೆಗಳನ್ನು ಸಲ್ಲಿಸಲಾಯಿತು. ಗ್ರಾಮದ ಮಹಿಳೆಯರು ದೀಪಗಳನ್ನು ಬೆಳಗಿಸಿ ಭಕ್ತಿ ಮೆರೆದರು. [783,1516,1156,1631]
divider [17,584,313,586]
divider [17,796,313,798]
schools-subhead: 105 ಶಾಲೆ, 45 ಹಾಸ್ಟೆಲ್‌ಗಳಲ್ಲಿ ಔಷಧಿಯ ವನ [1149,322,1486,346]
story2-header [332,615,1520,720]
divider [775,1458,776,1803]
story4-col2: ಕೊಲ್ಲಾಪುರದಮ್ಮನ ದೇವಾಲಯದಲ್ಲಿ ಆಗಮಿಸಿ ಭಕ್ತಿ ಸಮರ್ಪಿಸಿದರು. ಈ ಧಾರ್ಮಿಕ ಕಾರ್ಯಕ್ರಮಗಳ ನಂತರ, ನೆರೆದಿದ್ದ ಭಕ್ತಾದಿಗಳಿಗಾಗಿ ಮಹಾ ಅನ್ನಸಂತರ್ಪಣೆಯನ್ನು ಆಯೋಜಿಸಲಾಗಿತ್ತು. ಕಾರ್ತಿಕ ಮಾಸದ ಈ ವಿಶೇಷ ಪೂಜಾ ಕಾರ್ಯಕ್ರಮದಲ್ಲಿ ಸುತ್ತಮುತ್ತಲಿನ ಗ್ರಾಮಗಳ ಅಪಾರ ಸಂಖ್ಯೆಯ ಭಕ್ತಾದಿಗಳು ಪಾಲ್ಗೊಂಡು ದೇವರ ಕೃಪೆಗೆ ಪಾತ್ರರಾದರು. [1165,1709,1520,1773]
story1-kicker: ನರೇಗಾದಡಿಯಲ್ಲಿ ಮಕ್ಕಳ ಆರೋಗ್ಯ ಪೌಷ್ಠಿಕತೆ ವೃದ್ಧಿಗೆ ಜಿಲ್ಲಾಡಳಿತ ಕ್ರಮ [638,104,1213,134]
sidebar-body: ಚಿಕ್ಕಬಳ್ಳಾಪುರ: ನ.15 ಮಧ್ಯಾಹ್ನ 3 ಗಂಟೆಗೆ ಚಿಕ್ಕಬಳ್ಳಾಪುರ ವಿಭಾಗ ವ್ಯಾಪ್ತಿಯ ಬೆ.ವಿ.ಕಂ. ಉಪ ವಿಭಾಗ ಕಚೇರಿಗಳಲ್ಲಿ ಕಾರ್ಯನಿರ್ವಾಹಕ ಇಂಜಿನಿಯರ್(ವಿ), ಹಾಗೂ ಸಹಾಯಕ ಕಾರ್ಯನಿರ್ವಾಹಕ ಇಂಜಿನಿಯರ್(ವಿ), ರವರ ಅಧ್ಯಕ್ಷತೆಯಲ್ಲಿ ಗ್ರಾಹಕರ ಸಂವಾದ ಸಭೆಯನ್ನು ಏರ್ಪಡಿಸಲಾಗಿದ್ದು, ಆಯಾ ಉಪ ವಿಭಾಗ ವ್ಯಾಪ್ತಿಗೆ ಒಳಪಡುವ ಗ್ರಾಹಕರು ಸಭೆಗೆ ಹಾಜರಾಗಿ ವಿದ್ಯುತ್ ಸರಬರಾಜಿಗೆ ಸಂಬಂಧಪಟ್ಟ ಕುಂದುಕೊರತೆಗಳು ಕುರಿತು ಚರ್ಚಿಸಿ ಪರಿಹರಿಸಿಕೊಳ್ಳಬಹುದು ಎಂದು ಬೆ.ವಿ.ಕಂ ಕಾರ್ಯನಿರ್ವಾಹಕ ಇಂಜಿನಿಯರ್ ಪ್ರಕಟಣೆಯಲ್ಲಿ ತಿಳಿಸಿದ್ದಾರೆ. [17,462,313,577]
children-planting-photo [900,223,1141,605]
story6-col1: ಚಿಕ್ಕಬಳ್ಳಾಪುರ: ಜಿಲ್ಲೆಯ ಕೆಲವು ಗ್ರಾಮಗಳನ್ನು ತಂಬಾಕು ಮುಕ್ತ ಗ್ರಾಮವನ್ನಾಗಿ ಮಾಡುವ ಉದ್ದೇಶದಿಂದ ಇಂದು ನಗರದ ಚಿಕ್ಕಬಳ್ಳಾಪುರದಲ್ಲಿ ತಂಬಾಕು ಮುಕ್ತ ಯುವ ಅಭಿಯಾನದ ಬೈಕ್ ರ‍್ಯಾಲಿ ಕಾರ್ಯಕ್ರಮಕ್ಕೆ ಜಿಲ್ಲಾ ಸಮಸ್ತ ನಾಗರಿಕರು ಕೈ ಜೋಡಿಸಬೇಕು ಎಂದು ಜಿಲ್ಲಾ ಆರೋಗ್ಯಾಧಿಕಾರಿ ಕರೆ ನೀಡಿದರು. ಜಿಲ್ಲಾಡಳಿತ, ಜಿಲ್ಲಾ ಪಂಚಾಯತ್, ಜಿಲ್ಲಾ ಕಾನೂನು ಸೇವೆಗಳ ಪ್ರಾಧಿಕಾರ, ಮಹಿಳಾ ಮತ್ತು ಮಕ್ಕಳ ಅಭಿವೃದ್ಧಿ ಇಲಾಖೆ, ವಿಕಲಚೇತನರ ಹಾಗೂ ಹಿರಿಯ ನಾಗರಿಕರ ಸಬಲೀಕರಣ ಇಲಾಖೆ ಹಾಗೂ ಸಮಗ್ರ ಪುನರ್ವಸತಿ ಕೇಂದ್ರದ ಸಹಯೋಗದಲ್ಲಿ ಬೈಕ್ ರ‍್ಯಾಲಿ ಏರ್ಪಡಿಸಲಾಗಿತ್ತು. ನಶಾ ಮುಕ್ತ ಭಾರತ ಅಭಿಯಾನದ ಅಂಗವಾಗಿ ಕಾರ್ಯಕ್ರಮ ಆಯೋಜಿಸಲಾಗಿದೆ. [544,1903,867,2035]
story5-col1: ಕೋಲಾರ: ಬೆಂಗಳೂರು ಗ್ರಾಮಾಂತರ ಜಿಲ್ಲಾ ಜವಳಿ ಇಲಾಖೆಯ ಉಪನಿರ್ದೇಶಕರಾಗಿದ್ದ ಕೋಲಾರದ ಎಂ.ಸೌಮ್ಯಗೌಡರಿಗೆ ಇದೀಗ ಸರ್ಕಾರ ಜಂಟಿ ನಿರ್ದೇಶಕರ ಹುದ್ದೆಗೆ ಮುಂಬಡ್ತಿ ನೀಡಿ ಆದೇಶಿಸಿದ್ದು, ಅವರನ್ನು ಕುಟುಂಬದವರು ಅಭಿನಂದಿಸಿದರು. ಈ ಸಂದರ್ಭದಲ್ಲಿ ಮಾತನಾಡಿದ ಸೌಮ್ಯ ಗೌಡ ಅವರು, ತಾನು ಕಳೆದ ಹಲವು ವರ್ಷಗಳಿಂದ ಸರ್ಕಾರಿ ಸೇವೆಯಲ್ಲಿದ್ದು ಪ್ರಾಮಾಣಿಕವಾಗಿ ಕೆಲಸ ನಿರ್ವಹಿಸುತ್ತಿದ್ದೇನೆ. [11,2296,262,2394]
story3 [332,1458,769,1803]
meeting-photo [641,733,1225,976]
story5-headline: ಕೋಲಾರದ ಸೌಮ್ಯಗೌಡಗೆ ಜವಳಿ ಜಂಟಿ ನಿರ್ದೇಶಕರ ಹುದ್ದೆಗೆ ಮುಂಬಡ್ತಿ [29,1821,505,1921]
story4-header [783,1458,1520,1507]
story1-header [332,100,1520,206]
divider [17,423,313,425]
publication-day: ಶುಕ್ರವಾರ [170,52,214,70]
